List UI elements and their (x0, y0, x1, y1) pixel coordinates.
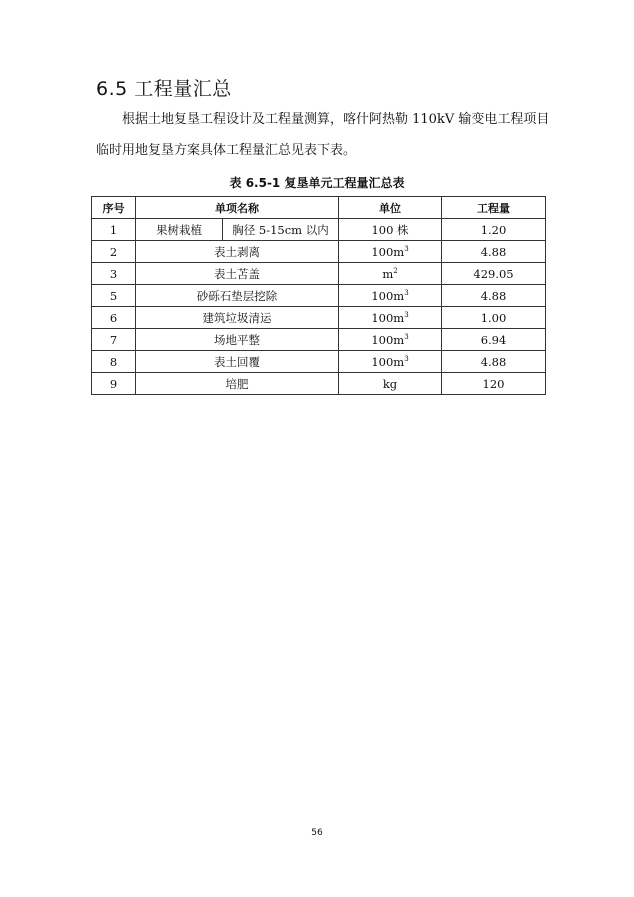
cell-unit: $100m^3$ (339, 351, 442, 373)
cell-item: 表土剥离 (136, 241, 339, 263)
cell-qty: 120 (442, 373, 546, 395)
quantity-summary-table (91, 196, 546, 395)
table-row (92, 351, 546, 373)
cell-item: 培肥 (136, 373, 339, 395)
section-heading: 6.5 工程量汇总 (96, 78, 232, 100)
cell-no: 6 (92, 307, 136, 329)
cell-no: 3 (92, 263, 136, 285)
cell-no: 1 (92, 219, 136, 241)
cell-qty: 429.05 (442, 263, 546, 285)
header-qty: 工程量 (442, 197, 546, 219)
cell-qty: 4.88 (442, 351, 546, 373)
cell-no: 9 (92, 373, 136, 395)
cell-item: 表土回覆 (136, 351, 339, 373)
cell-qty: 6.94 (442, 329, 546, 351)
cell-item: 建筑垃圾清运 (136, 307, 339, 329)
cell-qty: 4.88 (442, 241, 546, 263)
cell-no: 2 (92, 241, 136, 263)
paragraph-line-2: 临时用地复垦方案具体工程量汇总见表下表。 (96, 143, 357, 158)
cell-item: 果树栽植 (136, 219, 223, 241)
table-row (92, 263, 546, 285)
cell-unit: $m^2$ (339, 263, 442, 285)
cell-qty: 1.20 (442, 219, 546, 241)
cell-unit: $100m^3$ (339, 241, 442, 263)
cell-qty: 1.00 (442, 307, 546, 329)
cell-unit: 100 株 (339, 219, 442, 241)
cell-no: 8 (92, 351, 136, 373)
cell-spec: 胸径 5-15cm 以内 (223, 219, 339, 241)
cell-item: 表土苫盖 (136, 263, 339, 285)
table-row (92, 329, 546, 351)
header-no: 序号 (92, 197, 136, 219)
cell-no: 5 (92, 285, 136, 307)
cell-qty: 4.88 (442, 285, 546, 307)
table-caption: 表 6.5-1 复垦单元工程量汇总表 (229, 176, 405, 190)
table-row (92, 285, 546, 307)
table-row (92, 219, 546, 241)
table-row (92, 373, 546, 395)
table-row (92, 307, 546, 329)
cell-unit: $100m^3$ (339, 307, 442, 329)
cell-item: 砂砾石垫层挖除 (136, 285, 339, 307)
paragraph-line-1: 根据土地复垦工程设计及工程量测算，喀什阿热勒 110kV 输变电工程项目 (122, 112, 550, 127)
cell-unit: $100m^3$ (339, 285, 442, 307)
table-row (92, 241, 546, 263)
cell-no: 7 (92, 329, 136, 351)
header-unit: 单位 (339, 197, 442, 219)
cell-unit: kg (339, 373, 442, 395)
header-item: 单项名称 (136, 197, 339, 219)
table-header-row (92, 197, 546, 219)
page-number: 56 (311, 828, 323, 838)
cell-item: 场地平整 (136, 329, 339, 351)
cell-unit: $100m^3$ (339, 329, 442, 351)
